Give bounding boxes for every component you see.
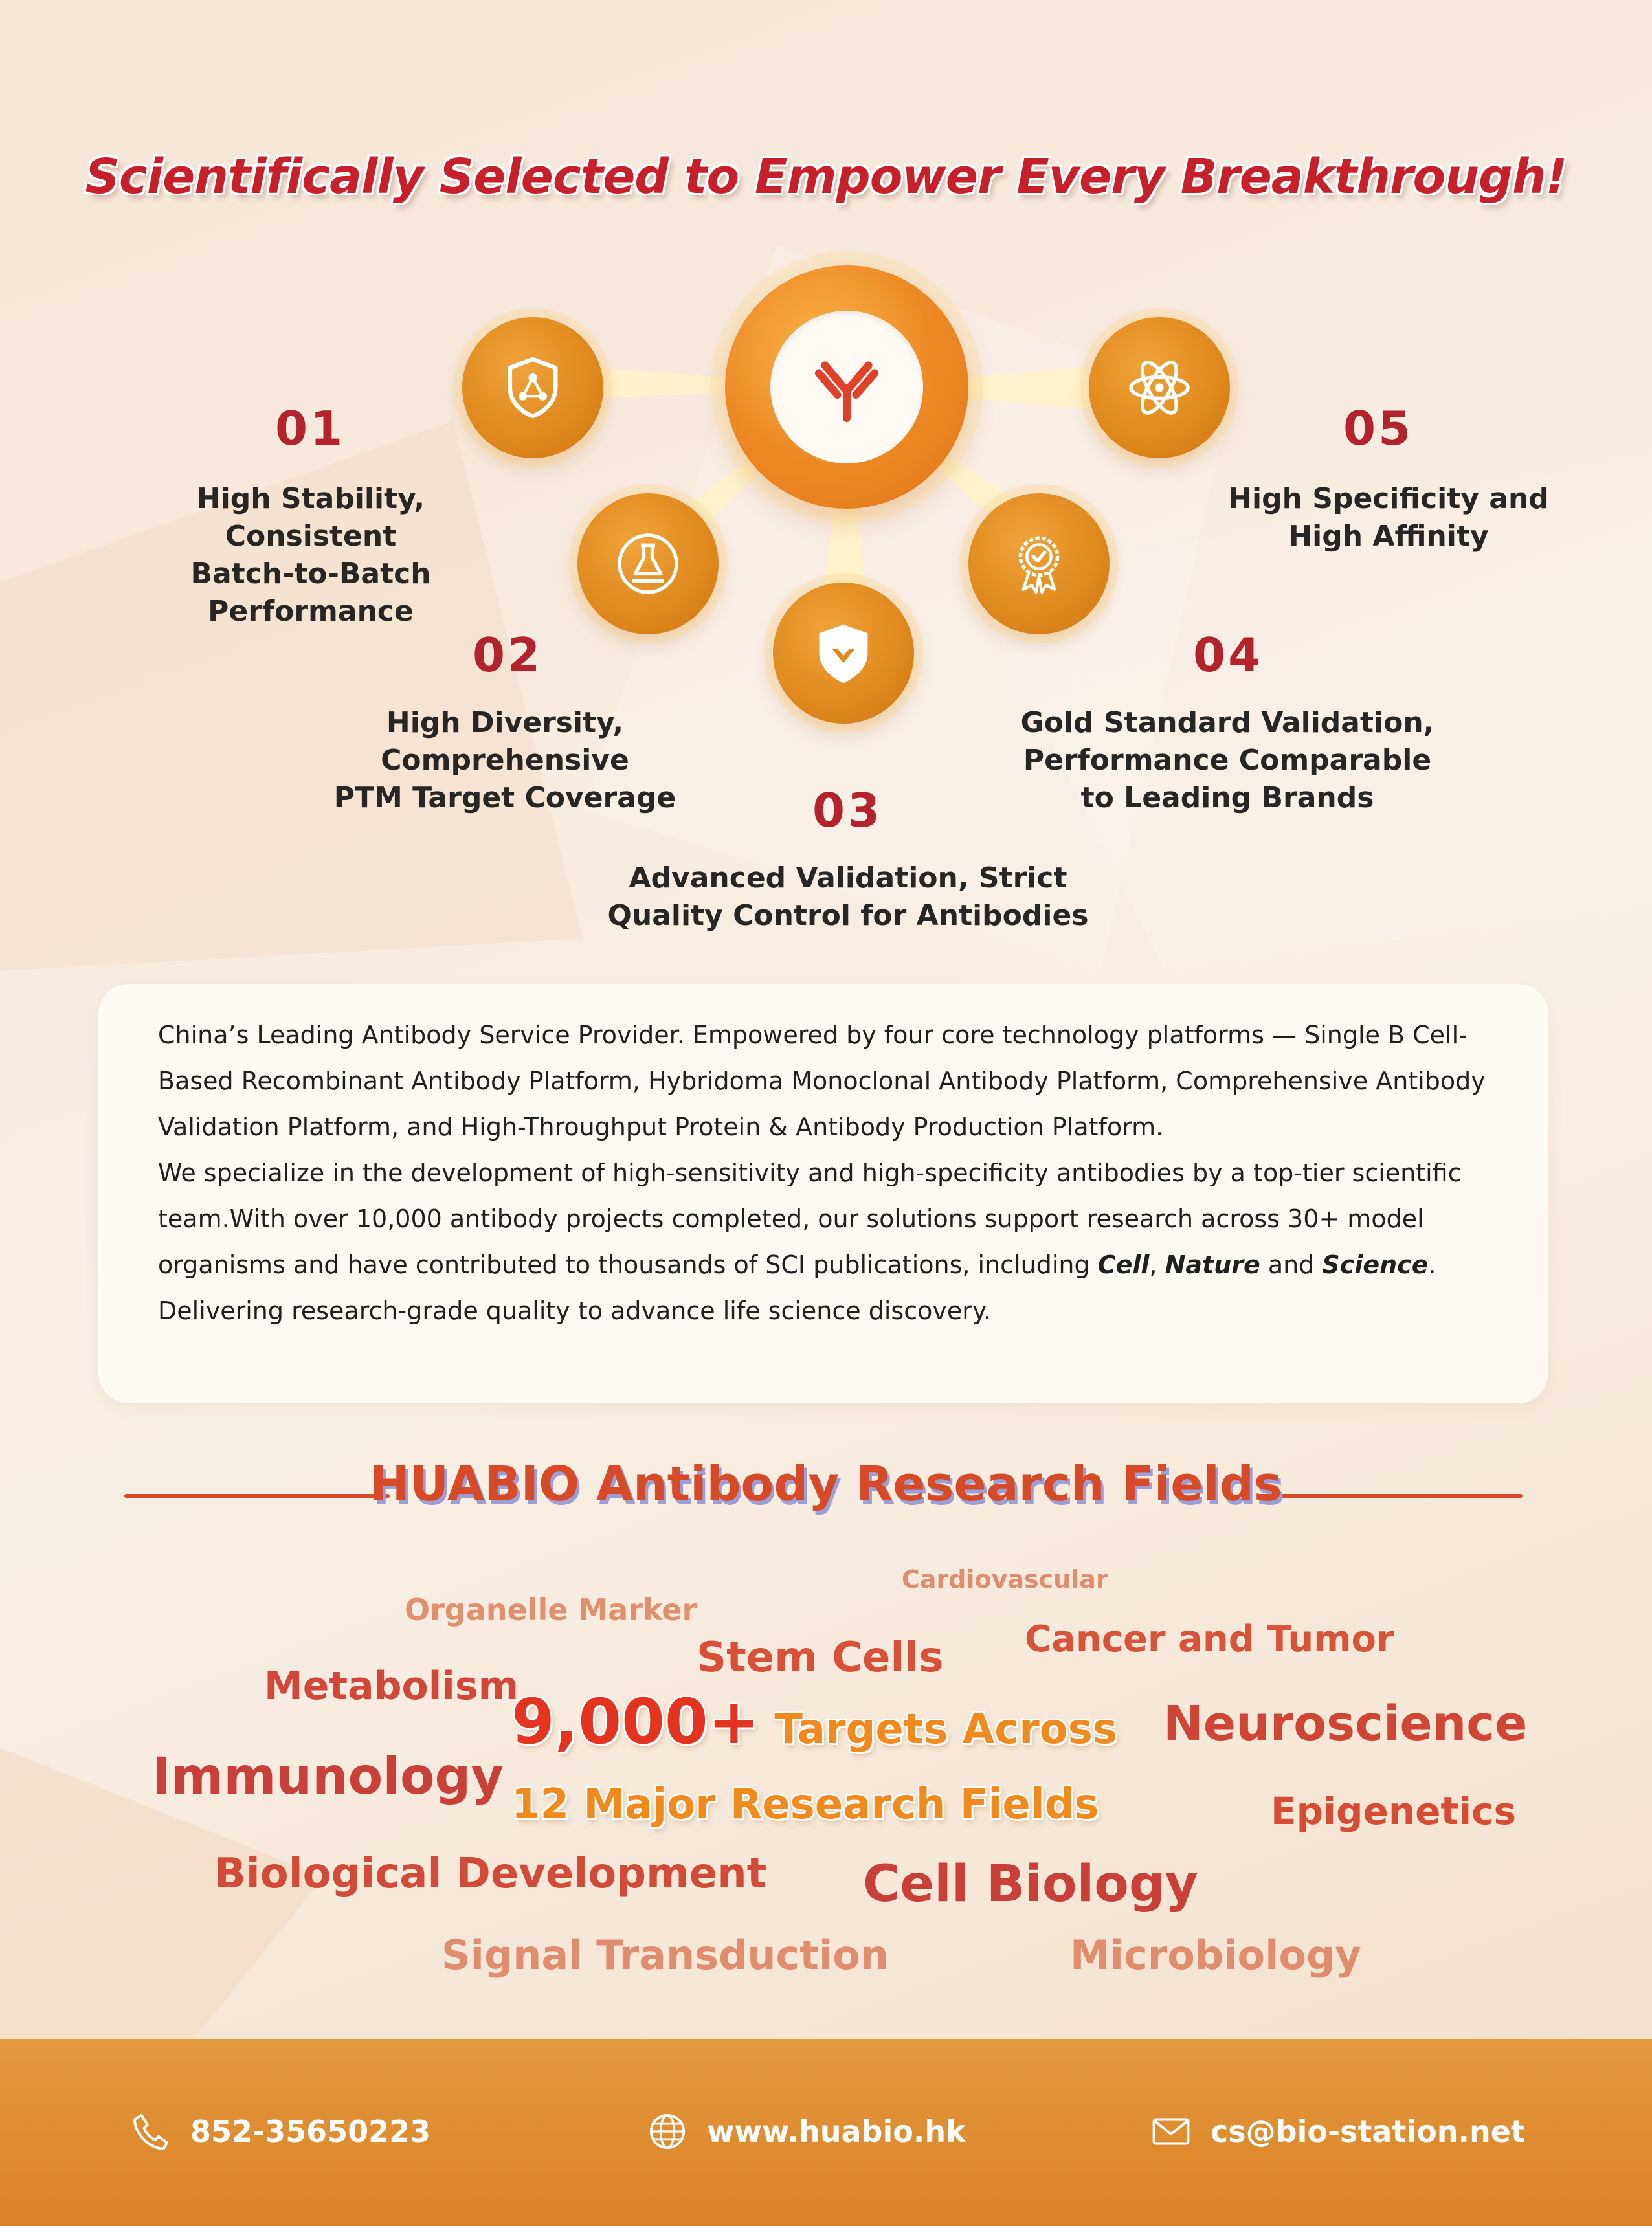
feature-03-text: Advanced Validation, Strict Quality Control for Antibodies bbox=[607, 862, 1089, 932]
globe-icon bbox=[646, 2110, 689, 2153]
feature-01-badge bbox=[462, 317, 603, 458]
feature-03-number: 03 bbox=[812, 783, 883, 838]
targets-count: 9,000+ bbox=[511, 1686, 761, 1758]
field-neuroscience: Neuroscience bbox=[1163, 1696, 1528, 1752]
feature-01-text: High Stability, Consistent Batch-to-Batch Performance bbox=[190, 482, 431, 628]
contact-footer bbox=[0, 2039, 1652, 2226]
mail-icon bbox=[1150, 2110, 1192, 2153]
shield-network-icon bbox=[497, 352, 568, 423]
shield-check-icon bbox=[808, 618, 879, 689]
field-stem-cells: Stem Cells bbox=[697, 1634, 944, 1682]
feature-05-number: 05 bbox=[1343, 401, 1414, 456]
about-paragraph-1: China’s Leading Antibody Service Provider. Empowered by four core technology platforms — Single B Cell-Based Recombinant Antibody Platform, Hybridoma Monoclonal Antibody Platform, Comprehensive Antibody Validation Platform, and High-Throughput Protein & Antibody Production Platform. bbox=[158, 1021, 1486, 1141]
feature-04-text: Gold Standard Validation, Performance Comparable to Leading Brands bbox=[1020, 706, 1434, 814]
contact-email[interactable]: cs@bio-station.net bbox=[1150, 2102, 1525, 2161]
research-fields-title: HUABIO Antibody Research Fields bbox=[370, 1456, 1282, 1512]
feature-01-number: 01 bbox=[275, 401, 346, 456]
headline: Scientifically Selected to Empower Every Breakthrough! bbox=[85, 149, 1567, 205]
feature-04-number: 04 bbox=[1193, 628, 1264, 682]
field-cardiovascular: Cardiovascular bbox=[902, 1565, 1108, 1594]
field-signal-transduction: Signal Transduction bbox=[441, 1931, 889, 1979]
targets-stat: 9,000+ Targets Across 12 Major Research Fields bbox=[511, 1686, 1117, 1829]
about-paragraph-3: Delivering research-grade quality to advance life science discovery. bbox=[158, 1297, 991, 1325]
center-antibody-badge bbox=[725, 265, 968, 509]
phone-icon bbox=[129, 2110, 172, 2153]
feature-03-badge bbox=[773, 583, 914, 724]
atom-icon bbox=[1124, 352, 1195, 423]
contact-website[interactable]: www.huabio.hk bbox=[646, 2102, 966, 2161]
feature-05-badge bbox=[1089, 317, 1230, 458]
field-cancer-tumor: Cancer and Tumor bbox=[1025, 1618, 1394, 1660]
field-biological-development: Biological Development bbox=[214, 1850, 767, 1898]
award-badge-icon bbox=[1003, 528, 1075, 599]
field-immunology: Immunology bbox=[152, 1748, 504, 1806]
about-box bbox=[98, 984, 1548, 1403]
feature-02-text: High Diversity, Comprehensive PTM Target Coverage bbox=[333, 706, 676, 814]
field-cell-biology: Cell Biology bbox=[863, 1855, 1198, 1913]
feature-02-number: 02 bbox=[473, 628, 543, 682]
contact-phone[interactable]: 852-35650223 bbox=[129, 2102, 430, 2161]
antibody-icon bbox=[808, 348, 886, 426]
field-organelle-marker: Organelle Marker bbox=[405, 1592, 697, 1627]
field-microbiology: Microbiology bbox=[1070, 1931, 1361, 1979]
field-metabolism: Metabolism bbox=[264, 1664, 519, 1709]
feature-05-text: High Specificity and High Affinity bbox=[1228, 482, 1549, 553]
lab-flask-icon bbox=[612, 528, 684, 599]
feature-02-badge bbox=[577, 493, 719, 634]
feature-04-badge bbox=[968, 493, 1110, 634]
about-paragraph-2: We specialize in the development of high-sensitivity and high-specificity antibodies by a top-tier scientific team.With over 10,000 antibody projects completed, our solutions support research across 30+ model organisms and have contributed to thousands of SCI publications, including Cell, Nature and Science. bbox=[158, 1159, 1462, 1279]
field-epigenetics: Epigenetics bbox=[1271, 1789, 1517, 1833]
